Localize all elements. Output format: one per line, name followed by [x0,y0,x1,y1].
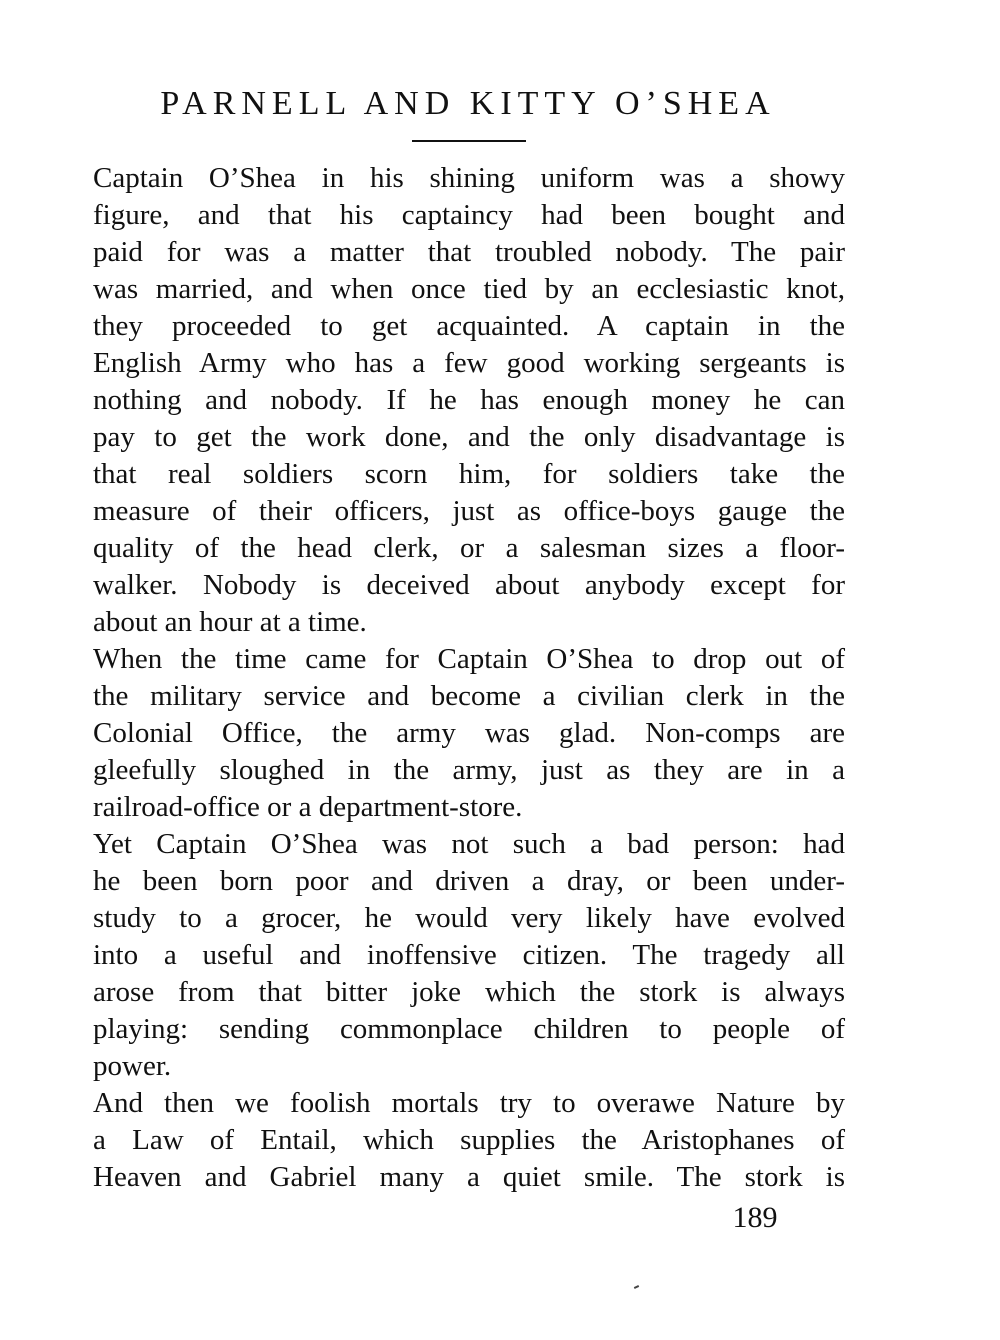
body-text [93,160,845,1196]
text-line: Colonial Office, the army was glad. Non-comps are [93,717,845,749]
text-line: the military service and become a civilian clerk in the [93,680,845,712]
text-line: was married, and when once tied by an ecclesiastic knot, [93,273,845,305]
text-line: And then we foolish mortals try to overawe Nature by [93,1087,845,1119]
text-line: into a useful and inoffensive citizen. The tragedy all [93,939,845,971]
text-line: power. [93,1050,172,1082]
text-line: Captain O’Shea in his shining uniform was a showy [93,162,845,194]
text-line: walker. Nobody is deceived about anybody except for [93,569,845,601]
text-line: he been born poor and driven a dray, or been under- [93,865,845,897]
text-line: a Law of Entail, which supplies the Aristophanes of [93,1124,845,1156]
ink-speck [634,1285,639,1289]
text-line: pay to get the work done, and the only disadvantage is [93,421,845,453]
title-rule [412,140,526,142]
text-line: they proceeded to get acquainted. A captain in the [93,310,845,342]
page-number: 189 [732,1201,778,1234]
text-line: nothing and nobody. If he has enough money he can [93,384,845,416]
text-line: arose from that bitter joke which the stork is always [93,976,845,1008]
text-line: quality of the head clerk, or a salesman sizes a floor- [93,532,845,564]
running-head: PARNELL AND KITTY O’SHEA [160,85,776,122]
text-line: measure of their officers, just as office-boys gauge the [93,495,845,527]
text-line: English Army who has a few good working sergeants is [93,347,845,379]
text-line: gleefully sloughed in the army, just as they are in a [93,754,845,786]
text-line: that real soldiers scorn him, for soldiers take the [93,458,845,490]
text-line: study to a grocer, he would very likely have evolved [93,902,845,934]
text-line: figure, and that his captaincy had been bought and [93,199,845,231]
text-line: Yet Captain O’Shea was not such a bad person: had [93,828,845,860]
text-line: about an hour at a time. [93,606,367,638]
text-line: paid for was a matter that troubled nobody. The pair [93,236,845,268]
text-line: playing: sending commonplace children to people of [93,1013,845,1045]
text-line: railroad-office or a department-store. [93,791,523,823]
text-line: When the time came for Captain O’Shea to drop out of [93,643,845,675]
text-line: Heaven and Gabriel many a quiet smile. The stork is [93,1161,845,1193]
